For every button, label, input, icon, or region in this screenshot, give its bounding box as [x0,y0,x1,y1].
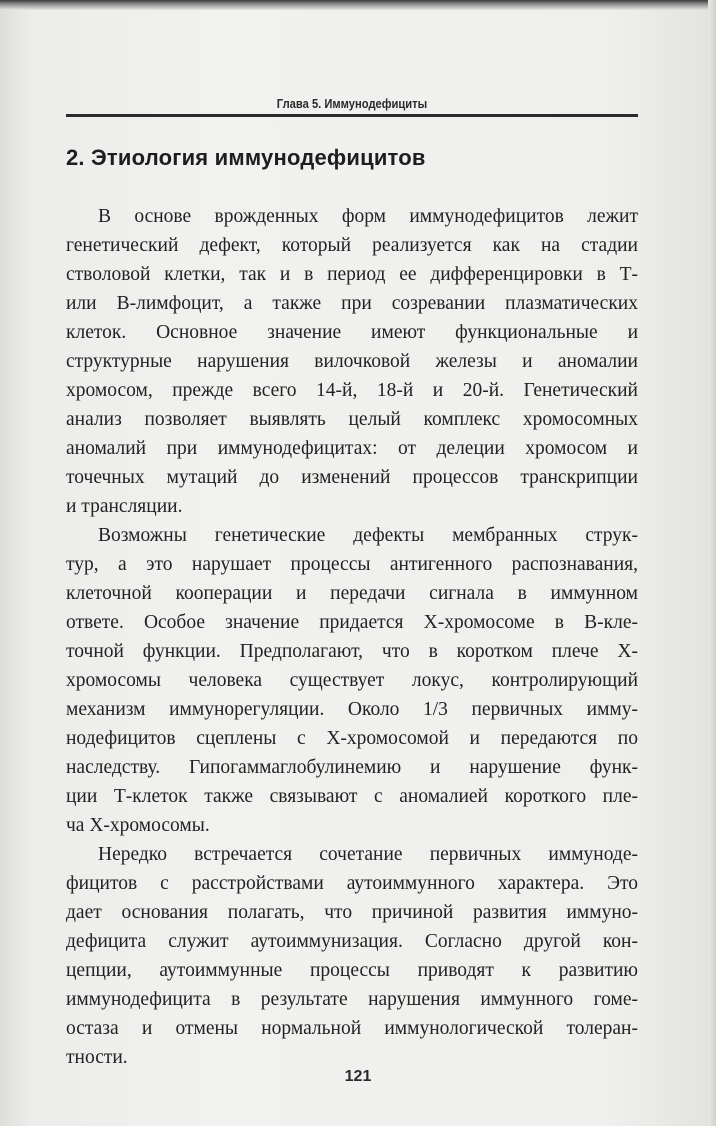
text-line: дает основания полагать, что причиной развития иммуно- [66,902,638,923]
text-line: цепции, аутоиммунные процессы приводят к развитию [66,960,638,981]
text-line: или В-лимфоцит, а также при созревании плазматических [66,293,638,314]
body-text [66,202,638,1072]
scan-top-edge [0,0,716,10]
text-line: наследству. Гипогаммаглобулинемию и нарушение функ- [66,757,638,778]
text-line: ции Т-клеток также связывают с аномалией короткого пле- [66,786,638,807]
text-line: Возможны генетические дефекты мембранных струк- [98,525,638,546]
text-line: клеточной кооперации и передачи сигнала в иммунном [66,583,638,604]
text-line: анализ позволяет выявлять целый комплекс хромосомных [66,409,638,430]
text-line: стволовой клетки, так и в период ее дифференцировки в Т- [66,264,638,285]
text-line: ответе. Особое значение придается Х-хромосоме в В-кле- [66,612,638,633]
text-line: тур, а это нарушает процессы антигенного распознавания, [66,554,638,575]
text-line: остаза и отмены нормальной иммунологической толеран- [66,1018,638,1039]
text-line: и трансляции. [66,496,183,517]
text-line: иммунодефицита в результате нарушения иммунного гоме- [66,989,638,1010]
paragraph-1 [66,202,638,521]
page-number: 121 [344,1068,372,1085]
text-line: В основе врожденных форм иммунодефицитов лежит [98,206,638,227]
running-header: Глава 5. Иммунодефициты [276,96,428,111]
text-line: клеток. Основное значение имеют функциональные и [66,322,638,343]
text-line: структурные нарушения вилочковой железы и аномалии [66,351,638,372]
text-line: дефицита служит аутоиммунизация. Согласно другой кон- [66,931,638,952]
text-line: нодефицитов сцеплены с Х-хромосомой и передаются по [66,728,638,749]
text-line: Нередко встречается сочетание первичных иммуноде- [98,844,638,865]
header-rule [66,114,638,117]
text-line: механизм иммунорегуляции. Около 1/3 первичных имму- [66,699,638,720]
text-line: аномалий при иммунодефицитах: от делеции хромосом и [66,438,638,459]
paragraph-3 [66,840,638,1072]
text-line: хромосом, прежде всего 14-й, 18-й и 20-й. Генетический [66,380,638,401]
paragraph-2 [66,521,638,840]
text-line: тности. [66,1047,128,1068]
section-title: 2. Этиология иммунодефицитов [66,145,426,170]
text-line: генетический дефект, который реализуется как на стадии [66,235,638,256]
text-line: хромосомы человека существует локус, контролирующий [66,670,638,691]
text-line: точной функции. Предполагают, что в коротком плече Х- [66,641,638,662]
scan-right-edge [708,0,716,1126]
text-line: точечных мутаций до изменений процессов транскрипции [66,467,638,488]
text-line: ча Х-хромосомы. [66,815,210,836]
text-line: фицитов с расстройствами аутоиммунного характера. Это [66,873,638,894]
